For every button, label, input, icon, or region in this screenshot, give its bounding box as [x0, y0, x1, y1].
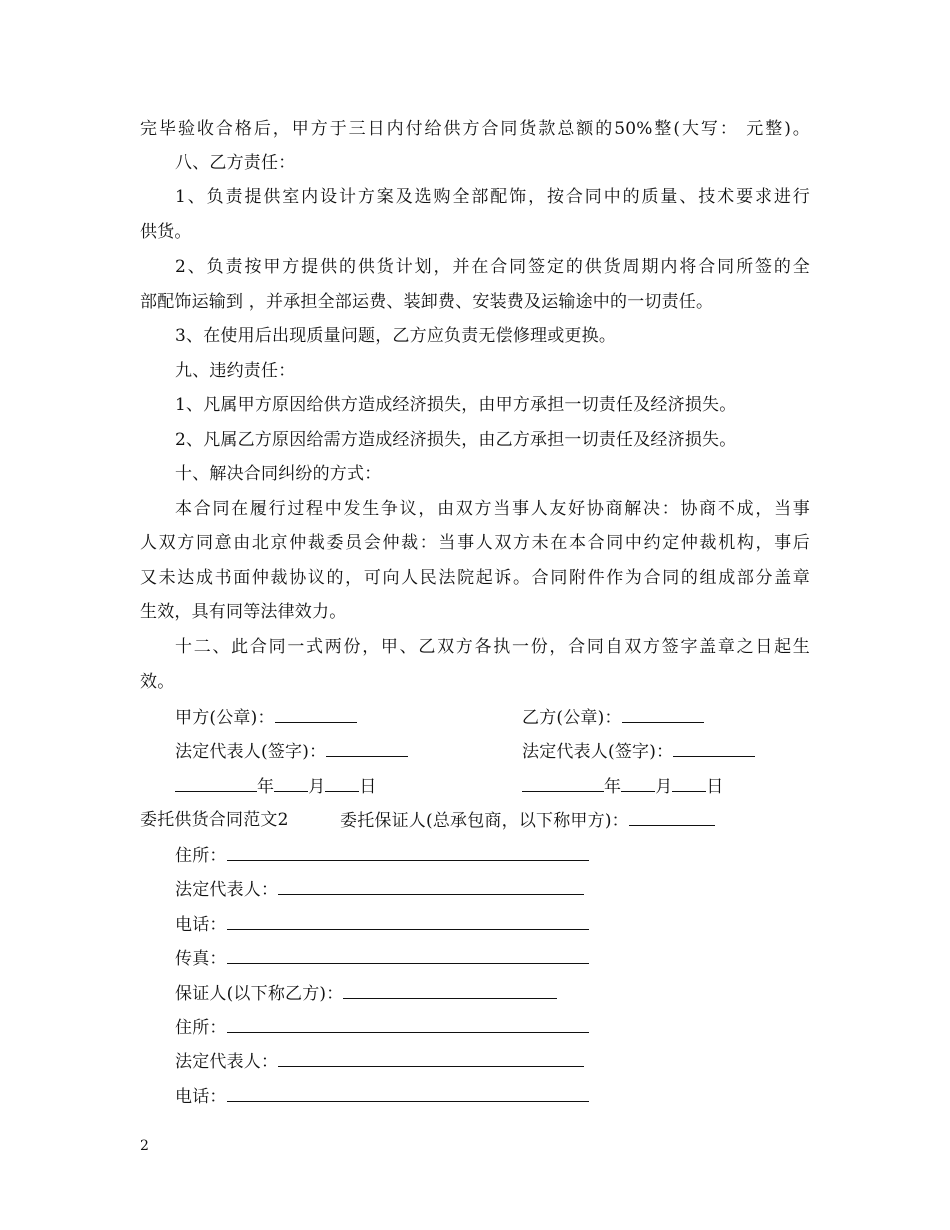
party-b-seal-label: 乙方(公章)：	[522, 708, 622, 728]
guarantor-row	[175, 982, 557, 1005]
paragraph-line: 3、在使用后出现质量问题，乙方应负责无偿修理或更换。	[175, 326, 617, 346]
party-a-rep-label: 法定代表人(签字)：	[175, 742, 327, 762]
party-b-seal-row	[522, 706, 704, 729]
party-b-year-blank[interactable]	[522, 775, 604, 792]
party-b-rep-blank[interactable]	[673, 740, 755, 757]
party-b-rep-label: 法定代表人(签字)：	[522, 742, 674, 762]
party-b-rep-row	[522, 740, 755, 763]
party-a-date-row	[175, 775, 377, 798]
paragraph-line: 1、负责提供室内设计方案及选购全部配饰，按合同中的质量、技术要求进行	[175, 187, 810, 207]
phone-row	[175, 913, 589, 936]
legal-rep2-blank[interactable]	[278, 1050, 584, 1067]
party-b-seal-blank[interactable]	[622, 706, 704, 723]
address-label: 住所：	[175, 846, 227, 866]
phone2-blank[interactable]	[227, 1085, 589, 1102]
party-a-day-blank[interactable]	[325, 775, 359, 792]
phone-label: 电话：	[175, 915, 227, 935]
paragraph-line: 又未达成书面仲裁协议的，可向人民法院起诉。合同附件作为合同的组成部分盖章	[140, 568, 810, 588]
party-a-seal-row	[175, 706, 357, 729]
year-label: 年	[604, 777, 622, 797]
fax-blank[interactable]	[227, 947, 589, 964]
phone2-label: 电话：	[175, 1087, 227, 1107]
address-blank[interactable]	[227, 844, 589, 861]
month-label: 月	[655, 777, 673, 797]
legal-rep-blank[interactable]	[278, 878, 584, 895]
party-b-month-blank[interactable]	[621, 775, 655, 792]
address2-blank[interactable]	[227, 1016, 589, 1033]
paragraph-line: 2、负责按甲方提供的供货计划，并在合同签定的供货周期内将合同所签的全	[175, 257, 810, 277]
paragraph-line: 供货。	[140, 222, 192, 242]
paragraph-line: 人双方同意由北京仲裁委员会仲裁：当事人双方未在本合同中约定仲裁机构，事后	[140, 533, 810, 553]
paragraph-line: 本合同在履行过程中发生争议，由双方当事人友好协商解决：协商不成，当事	[175, 499, 810, 519]
fax-row	[175, 947, 589, 970]
party-a-rep-blank[interactable]	[326, 740, 408, 757]
legal-rep2-row	[175, 1050, 584, 1073]
paragraph-line: 2、凡属乙方原因给需方造成经济损失，由乙方承担一切责任及经济损失。	[175, 430, 737, 450]
party-a-seal-blank[interactable]	[275, 706, 357, 723]
month-label: 月	[308, 777, 326, 797]
section-heading: 九、违约责任：	[175, 361, 296, 381]
day-label: 日	[706, 777, 724, 797]
page-number: 2	[140, 1138, 149, 1154]
section-heading: 八、乙方责任：	[175, 153, 296, 173]
address2-label: 住所：	[175, 1018, 227, 1038]
guarantor-blank[interactable]	[343, 982, 557, 999]
paragraph-line: 完毕验收合格后，甲方于三日内付给供方合同货款总额的50%整(大写： 元整)。	[140, 119, 810, 139]
paragraph-line: 效。	[140, 672, 175, 692]
paragraph-line: 生效，具有同等法律效力。	[140, 602, 347, 622]
guarantor-intro-blank[interactable]	[629, 809, 715, 826]
phone2-row	[175, 1085, 589, 1108]
party-a-month-blank[interactable]	[274, 775, 308, 792]
party-a-year-blank[interactable]	[175, 775, 257, 792]
legal-rep-label: 法定代表人：	[175, 880, 279, 900]
legal-rep2-label: 法定代表人：	[175, 1052, 279, 1072]
legal-rep-row	[175, 878, 584, 901]
fax-label: 传真：	[175, 949, 227, 969]
paragraph-line: 1、凡属甲方原因给供方造成经济损失，由甲方承担一切责任及经济损失。	[175, 395, 737, 415]
paragraph-line: 十二、此合同一式两份，甲、乙双方各执一份，合同自双方签字盖章之日起生	[175, 637, 810, 657]
party-b-day-blank[interactable]	[672, 775, 706, 792]
party-b-date-row	[522, 775, 724, 798]
second-contract-heading: 委托供货合同范文2	[140, 810, 289, 830]
guarantor-intro-row	[340, 809, 715, 832]
phone-blank[interactable]	[227, 913, 589, 930]
year-label: 年	[257, 777, 275, 797]
guarantor-intro-label: 委托保证人(总承包商，以下称甲方)：	[340, 811, 629, 831]
party-a-seal-label: 甲方(公章)：	[175, 708, 275, 728]
section-heading: 十、解决合同纠纷的方式：	[175, 464, 382, 484]
second-contract-heading-row	[140, 809, 289, 831]
paragraph-line: 部配饰运输到 ，并承担全部运费、装卸费、安装费及运输途中的一切责任。	[140, 292, 714, 312]
address-row	[175, 844, 589, 867]
party-a-rep-row	[175, 740, 408, 763]
address2-row	[175, 1016, 589, 1039]
day-label: 日	[359, 777, 377, 797]
guarantor-label: 保证人(以下称乙方)：	[175, 984, 344, 1004]
